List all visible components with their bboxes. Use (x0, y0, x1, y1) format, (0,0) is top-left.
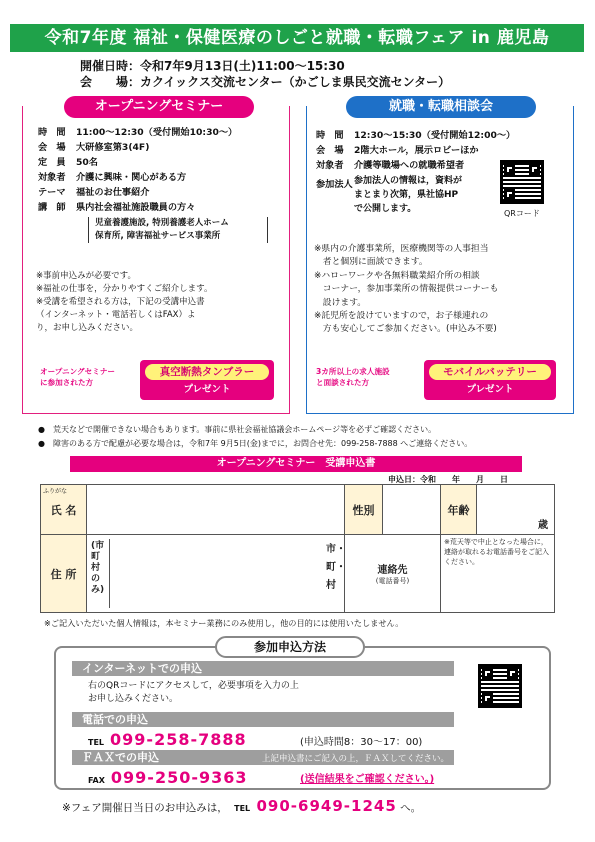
footer-line (62, 797, 421, 815)
seminar-gift-present: プレゼント (183, 384, 231, 395)
application-form (40, 484, 555, 613)
date-value: 令和7年9月13日(土)11:00～15:30 (140, 59, 345, 73)
phone-line (88, 730, 247, 749)
form-date: 申込日：令和 年 月 日 (388, 475, 508, 484)
footer-text: ※フェア開催日当日のお申込みは， (62, 802, 228, 814)
seminar-row-speaker: 講 師 県内社会福祉施設職員の方々 (38, 202, 196, 213)
footer-prefix: TEL (234, 804, 251, 813)
consult-notes: ※県内の介護事業所，医療機関等の人事担当 者と個別に面談できます。 ※ハローワークや各無料職業紹介所の相談 コーナー，参加事業所の情報提供コーナーも 設けます。 ※託児所を設けていますので，お子様連れの 方も安心してご参加ください。(申込み不要) (314, 244, 499, 335)
phone-hours: (申込時間8：30～17：00) (300, 737, 423, 748)
consult-qr-code[interactable] (500, 160, 544, 204)
event-date (80, 57, 345, 74)
page-title: 令和7年度 福祉・保健医療のしごと就職・転職フェア in 鹿児島 (10, 24, 584, 52)
qr-caption: QRコード (504, 209, 540, 218)
address-input-cell[interactable] (87, 535, 345, 613)
contact-label: 連絡先 (377, 565, 408, 576)
phone-head: 電話での申込 (72, 712, 454, 727)
contact-label-cell (345, 535, 441, 613)
name-input-cell[interactable] (87, 485, 345, 535)
age-input-cell[interactable] (477, 485, 555, 535)
seminar-row-venue: 会 場 大研修室第3(4F) (38, 142, 150, 153)
event-venue (80, 73, 450, 90)
seminar-row-target: 対象者 介護に興味・関心がある方 (38, 172, 187, 183)
notice-weather: ● 荒天などで開催できない場合もあります。事前に県社会福祉協議会ホームページ等を必ずご確認ください。 (38, 425, 437, 434)
seminar-notes: ※事前申込みが必要です。 ※福祉の仕事を，分かりやすくご紹介します。 ※受講を希望される方は，下記の受講申込書 （インターネット・電話若しくはFAX）よ り，お申し込みください。 (36, 271, 213, 333)
name-label-cell (41, 485, 87, 535)
footer-suffix: へ。 (400, 802, 422, 814)
furigana-label: ふりがな (43, 488, 68, 495)
consult-heading: 就職・転職相談会 (346, 96, 536, 118)
seminar-gift-ribbon (140, 360, 274, 400)
consult-gift-present: プレゼント (466, 384, 514, 395)
gender-input-cell[interactable] (383, 485, 441, 535)
name-label: 氏 名 (50, 503, 77, 517)
consult-corp-info: 参加法人の情報は，資料が まとまり次第，県社協HP で公開します。 (354, 176, 463, 214)
internet-head: インターネットでの申込 (72, 661, 454, 676)
internet-text: 右のQRコードにアクセスして，必要事項を入力の上 お申し込みください。 (88, 681, 299, 704)
form-heading: オープニングセミナー 受講申込書 (70, 456, 522, 472)
seminar-heading: オープニングセミナー (64, 96, 254, 118)
city-units: 市・町・村 (326, 544, 346, 591)
venue-label: 会 場： (80, 75, 141, 89)
fax-head: ＦＡＸでの申込 (72, 750, 454, 765)
phone-prefix: TEL (88, 738, 105, 747)
footer-phone[interactable]: 090-6949-1245 (256, 797, 397, 815)
seminar-row-time: 時 間 11:00～12:30（受付開始10:30～） (38, 127, 238, 138)
contact-input-cell[interactable] (441, 535, 555, 613)
consult-corp-label: 参加法人 (316, 179, 353, 190)
speaker-facilities: 児童養護施設, 特別養護老人ホーム 保育所, 障害福祉サービス事業所 (88, 217, 268, 243)
consult-gift-item: モバイルバッテリー (428, 363, 552, 381)
seminar-gift-item: 真空断熱タンブラー (144, 363, 270, 381)
date-label: 開催日時： (80, 59, 141, 73)
notice-accessibility: ● 障害のある方で配慮が必要な場合は，令和7年 9月5日(金)までに，お問合せ先：099-258-7888 へご連絡ください。 (38, 439, 473, 448)
privacy-note: ※ご記入いただいた個人情報は，本セミナー業務にのみ使用し，他の目的には使用いたしません。 (44, 618, 404, 628)
fax-line (88, 768, 248, 787)
fax-prefix: FAX (88, 776, 105, 785)
consult-gift-condition: 3カ所以上の求人施設 と面談された方 (316, 367, 390, 387)
fax-note: 上記申込書にご記入の上，ＦＡＸしてください。 (262, 754, 450, 764)
fax-number[interactable]: 099-250-9363 (110, 768, 248, 787)
city-note: (市町村のみ) (91, 541, 105, 595)
fax-confirm: (送信結果をご確認ください。) (300, 774, 435, 785)
consult-row-time: 時 間 12:30～15:30（受付開始12:00～） (316, 130, 516, 141)
address-label: 住 所 (41, 535, 87, 613)
contact-sub: (電話番号) (375, 577, 410, 585)
age-label: 年齢 (441, 485, 477, 535)
consult-row-venue: 会 場 2階大ホール，展示ロビーほか (316, 145, 479, 156)
method-qr-code[interactable] (478, 664, 522, 708)
method-title: 参加申込方法 (215, 636, 365, 658)
consult-gift-ribbon (424, 360, 556, 400)
age-unit: 歳 (538, 520, 548, 531)
gender-label: 性別 (345, 485, 383, 535)
seminar-row-theme: テーマ 福祉のお仕事紹介 (38, 187, 150, 198)
contact-note: ※荒天等で中止となった場合に，連絡が取れるお電話番号をご記入ください。 (444, 538, 549, 566)
venue-value: カクイックス交流センター（かごしま県民交流センター） (140, 75, 451, 89)
consult-row-target: 対象者 介護等職場への就職希望者 (316, 160, 465, 171)
phone-number[interactable]: 099-258-7888 (110, 730, 247, 749)
seminar-row-capacity: 定 員 50名 (38, 157, 98, 168)
seminar-gift-condition: オープニングセミナー に参加された方 (40, 367, 116, 387)
